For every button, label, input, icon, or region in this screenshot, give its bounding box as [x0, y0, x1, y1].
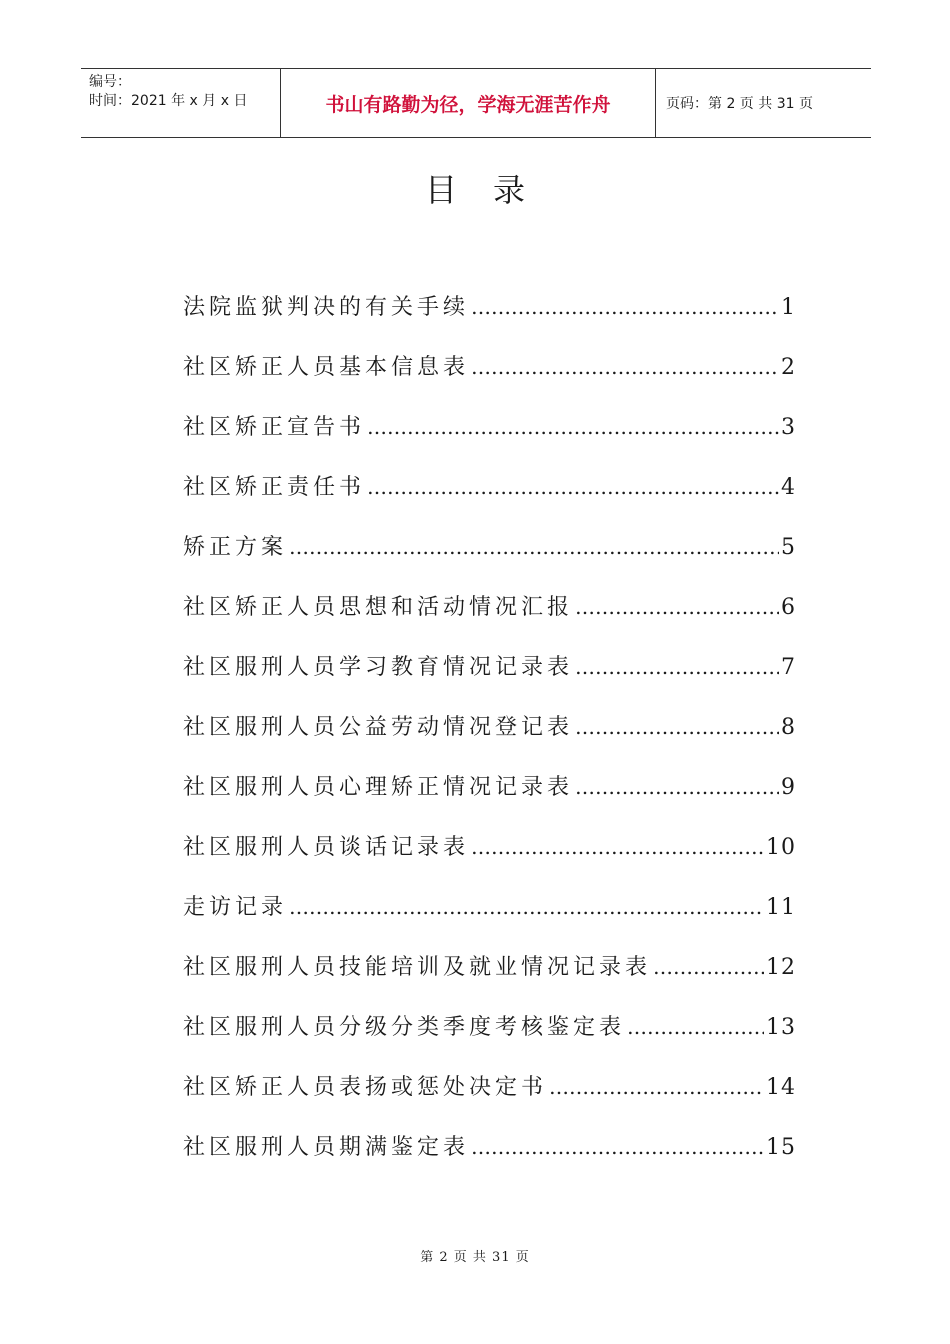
toc-entry-page: 3: [781, 415, 796, 440]
toc-entry[interactable]: [183, 945, 796, 1005]
toc-leader-dots: [367, 405, 779, 449]
toc-leader-dots: [367, 465, 779, 509]
toc-entry-page: 14: [766, 1075, 796, 1100]
toc-entry[interactable]: [183, 285, 796, 345]
toc-leader-dots: [471, 1125, 764, 1169]
toc-entry-page: 5: [781, 535, 796, 560]
toc-entry-page: 9: [781, 775, 796, 800]
page-title: 目录: [424, 171, 561, 209]
toc-entry-label: 社区矫正人员思想和活动情况汇报: [183, 595, 574, 620]
toc-entry-label: 社区服刑人员谈话记录表: [183, 835, 470, 860]
header-motto: 书山有路勤为径，学海无涯苦作舟: [281, 69, 656, 137]
toc-entry[interactable]: [183, 465, 796, 525]
toc-leader-dots: [575, 705, 779, 749]
toc-leader-dots: [471, 285, 779, 329]
toc-entry-label: 社区服刑人员分级分类季度考核鉴定表: [183, 1015, 626, 1040]
toc-leader-dots: [549, 1065, 764, 1109]
toc-leader-dots: [653, 945, 764, 989]
toc-entry[interactable]: [183, 645, 796, 705]
toc-leader-dots: [471, 825, 764, 869]
toc-entry-label: 法院监狱判决的有关手续: [183, 295, 470, 320]
toc-entry[interactable]: [183, 705, 796, 765]
toc-leader-dots: [627, 1005, 764, 1049]
toc-entry-label: 矫正方案: [183, 535, 288, 560]
toc-leader-dots: [471, 345, 779, 389]
toc-entry-label: 社区矫正人员表扬或惩处决定书: [183, 1075, 548, 1100]
header-meta: [81, 69, 281, 137]
toc-entry-page: 1: [781, 295, 796, 320]
toc-entry[interactable]: [183, 525, 796, 585]
toc-entry-label: 社区矫正宣告书: [183, 415, 366, 440]
table-of-contents: [183, 285, 796, 1185]
toc-entry-page: 15: [766, 1135, 796, 1160]
toc-entry[interactable]: [183, 585, 796, 645]
toc-leader-dots: [575, 645, 779, 689]
toc-entry-label: 社区服刑人员期满鉴定表: [183, 1135, 470, 1160]
document-number-label: 编号：: [89, 74, 131, 90]
toc-entry[interactable]: [183, 885, 796, 945]
toc-entry-page: 12: [766, 955, 796, 980]
toc-entry-label: 社区服刑人员技能培训及就业情况记录表: [183, 955, 652, 980]
toc-entry-label: 走访记录: [183, 895, 288, 920]
toc-entry[interactable]: [183, 405, 796, 465]
toc-leader-dots: [575, 765, 779, 809]
toc-entry-page: 6: [781, 595, 796, 620]
toc-entry-page: 2: [781, 355, 796, 380]
toc-entry[interactable]: [183, 1065, 796, 1125]
toc-entry[interactable]: [183, 765, 796, 825]
document-time-label: 时间：2021 年 x 月 x 日: [89, 93, 248, 109]
toc-entry-page: 7: [781, 655, 796, 680]
toc-leader-dots: [575, 585, 779, 629]
toc-entry-page: 10: [766, 835, 796, 860]
toc-entry-page: 11: [766, 895, 796, 920]
toc-entry-label: 社区矫正责任书: [183, 475, 366, 500]
toc-entry[interactable]: [183, 1125, 796, 1185]
page-footer: 第 2 页 共 31 页: [420, 1250, 530, 1265]
page-header: [81, 68, 871, 138]
toc-entry[interactable]: [183, 1005, 796, 1065]
toc-entry[interactable]: [183, 345, 796, 405]
toc-entry-label: 社区服刑人员心理矫正情况记录表: [183, 775, 574, 800]
toc-entry-page: 8: [781, 715, 796, 740]
toc-entry[interactable]: [183, 825, 796, 885]
toc-leader-dots: [289, 525, 779, 569]
toc-entry-page: 4: [781, 475, 796, 500]
toc-entry-page: 13: [766, 1015, 796, 1040]
toc-entry-label: 社区服刑人员学习教育情况记录表: [183, 655, 574, 680]
toc-entry-label: 社区矫正人员基本信息表: [183, 355, 470, 380]
toc-leader-dots: [289, 885, 764, 929]
header-page-info: 页码：第 2 页 共 31 页: [666, 96, 813, 112]
toc-entry-label: 社区服刑人员公益劳动情况登记表: [183, 715, 574, 740]
